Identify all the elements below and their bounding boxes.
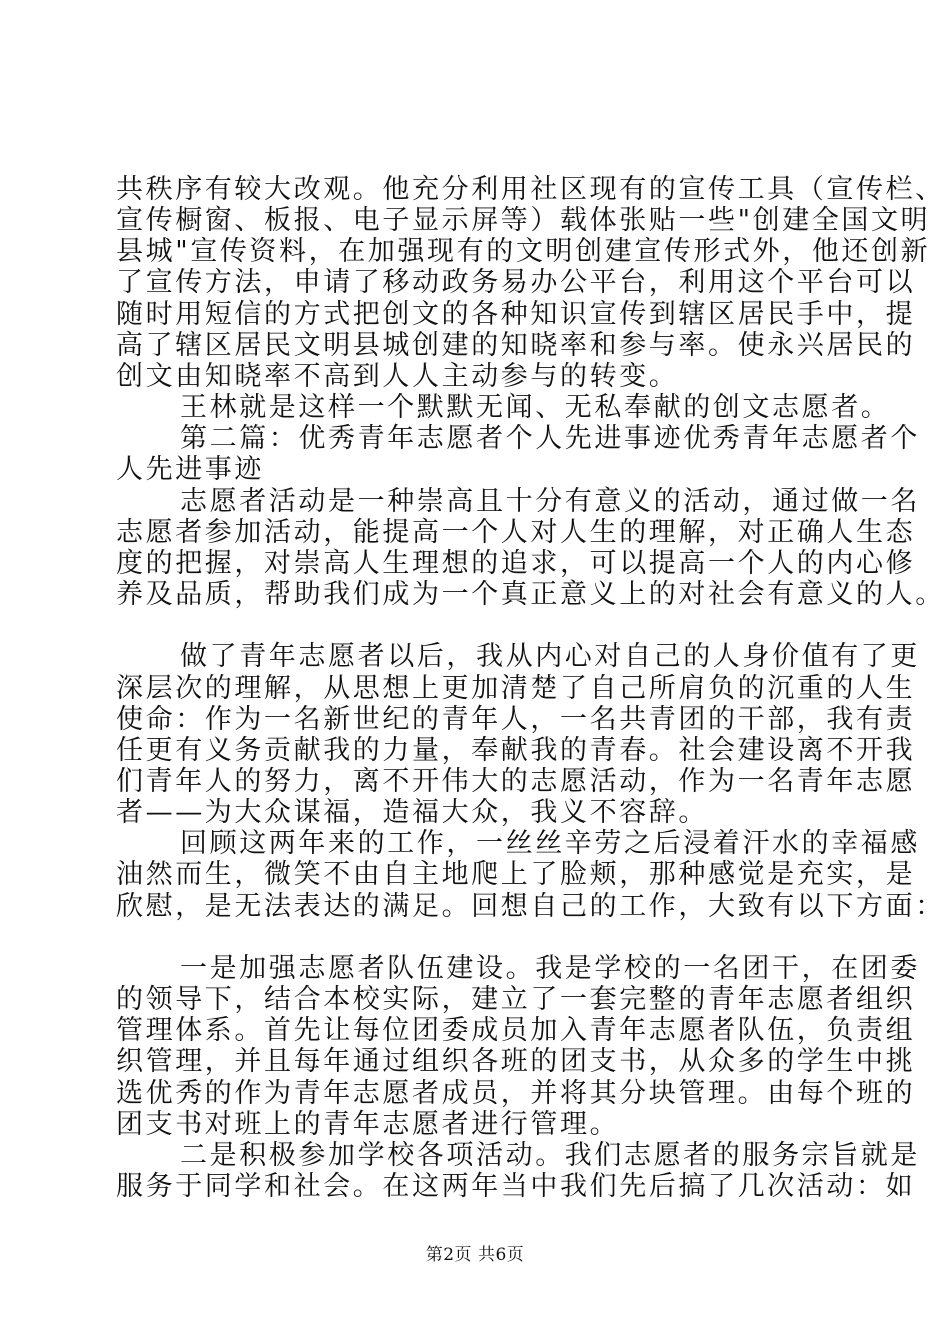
text-line: 深层次的理解，从思想上更加清楚了自己所肩负的沉重的人生 xyxy=(116,673,916,704)
text-line: 养及品质，帮助我们成为一个真正意义上的对社会有意义的人。 xyxy=(116,579,945,610)
text-line: 做了青年志愿者以后，我从内心对自己的人身价值有了更 xyxy=(180,641,920,672)
text-line: 油然而生，微笑不由自主地爬上了脸颊，那种感觉是充实，是 xyxy=(116,859,916,890)
text-line: 欣慰，是无法表达的满足。回想自己的工作，大致有以下方面： xyxy=(116,891,945,922)
text-line: 任更有义务贡献我的力量，奉献我的青春。社会建设离不开我 xyxy=(116,735,916,766)
text-line: 选优秀的作为青年志愿者成员，并将其分块管理。由每个班的 xyxy=(116,1078,916,1109)
text-line: 织管理，并且每年通过组织各班的团支书，从众多的学生中挑 xyxy=(116,1046,916,1077)
text-line: 共秩序有较大改观。他充分利用社区现有的宣传工具（宣传栏、 xyxy=(116,174,945,205)
text-line: 服务于同学和社会。在这两年当中我们先后搞了几次活动：如 xyxy=(116,1171,916,1202)
text-line: 者——为大众谋福，造福大众，我义不容辞。 xyxy=(116,797,708,828)
text-line: 管理体系。首先让每位团委成员加入青年志愿者队伍，负责组 xyxy=(116,1015,916,1046)
text-line: 创文由知晓率不高到人人主动参与的转变。 xyxy=(116,361,679,392)
text-line: 回顾这两年来的工作，一丝丝辛劳之后浸着汗水的幸福感 xyxy=(180,828,920,859)
text-line: 志愿者活动是一种崇高且十分有意义的活动，通过做一名 xyxy=(180,486,920,517)
text-line: 县城"宣传资料，在加强现有的文明创建宣传形式外，他还创新 xyxy=(116,236,931,267)
text-line: 团支书对班上的青年志愿者进行管理。 xyxy=(116,1109,620,1140)
text-line: 使命：作为一名新世纪的青年人，一名共青团的干部，我有责 xyxy=(116,704,916,735)
text-line: 王林就是这样一个默默无闻、无私奉献的创文志愿者。 xyxy=(180,392,891,423)
text-line: 高了辖区居民文明县城创建的知晓率和参与率。使永兴居民的 xyxy=(116,330,916,361)
text-line: 们青年人的努力，离不开伟大的志愿活动，作为一名青年志愿 xyxy=(116,766,916,797)
text-line: 二是积极参加学校各项活动。我们志愿者的服务宗旨就是 xyxy=(180,1140,920,1171)
text-line: 一是加强志愿者队伍建设。我是学校的一名团干，在团委 xyxy=(180,953,920,984)
section-heading-line: 人先进事迹 xyxy=(116,454,264,485)
text-line: 随时用短信的方式把创文的各种知识宣传到辖区居民手中，提 xyxy=(116,299,916,330)
text-line: 度的把握，对崇高人生理想的追求，可以提高一个人的内心修 xyxy=(116,548,916,579)
text-line: 志愿者参加活动，能提高一个人对人生的理解，对正确人生态 xyxy=(116,517,916,548)
text-line: 了宣传方法，申请了移动政务易办公平台，利用这个平台可以 xyxy=(116,267,916,298)
section-heading-line: 第二篇：优秀青年志愿者个人先进事迹优秀青年志愿者个 xyxy=(180,423,920,454)
page-number-footer: 第2页 共6页 xyxy=(425,1245,525,1265)
text-line: 宣传橱窗、板报、电子显示屏等）载体张贴一些"创建全国文明 xyxy=(116,205,931,236)
text-line: 的领导下，结合本校实际，建立了一套完整的青年志愿者组织 xyxy=(116,984,916,1015)
